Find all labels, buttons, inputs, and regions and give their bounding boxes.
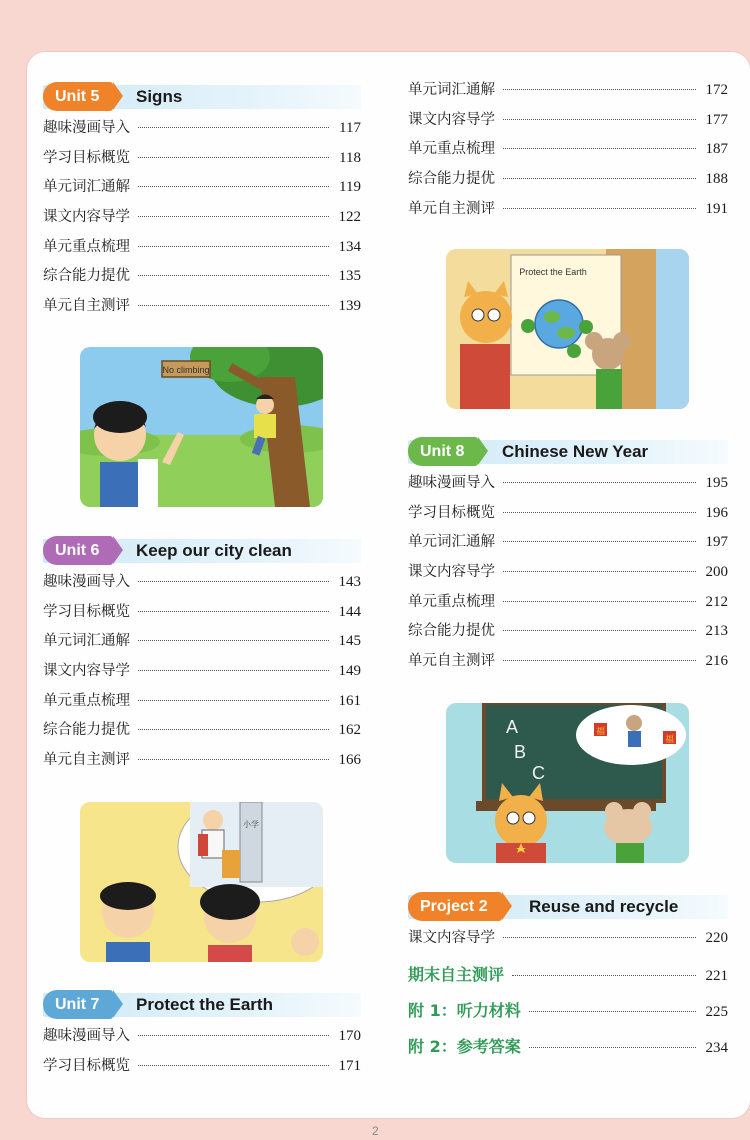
toc-entry-page: 191 bbox=[705, 200, 728, 217]
toc-entry-label: 趣味漫画导入 bbox=[408, 475, 495, 491]
unit5-header bbox=[43, 82, 361, 112]
toc-leader-dots bbox=[138, 640, 329, 641]
unit6-illustration bbox=[80, 802, 323, 962]
toc-entry-page: 187 bbox=[705, 141, 728, 158]
toc-entry[interactable] bbox=[408, 197, 728, 227]
toc-entry[interactable] bbox=[408, 926, 728, 956]
toc-entry-page: 234 bbox=[705, 1040, 728, 1056]
toc-column-left bbox=[43, 82, 361, 324]
toc-entry-page: 188 bbox=[705, 171, 728, 188]
toc-leader-dots bbox=[138, 581, 329, 582]
extras-section bbox=[408, 962, 728, 1070]
toc-entry[interactable] bbox=[43, 294, 361, 324]
toc-entry[interactable] bbox=[408, 560, 728, 590]
unit7-title: Protect the Earth bbox=[136, 995, 273, 1014]
toc-entry-page: 212 bbox=[705, 593, 728, 610]
unit6-toc-list bbox=[43, 570, 361, 778]
toc-entry[interactable] bbox=[43, 175, 361, 205]
toc-entry-page: 170 bbox=[338, 1028, 361, 1044]
toc-entry-page: 117 bbox=[339, 120, 361, 136]
unit8-header bbox=[408, 437, 728, 467]
toc-leader-dots bbox=[503, 541, 696, 542]
toc-column-right bbox=[408, 78, 728, 226]
unit8-illustration bbox=[446, 703, 689, 863]
unit5-illustration bbox=[80, 347, 323, 507]
toc-entry-page: 145 bbox=[338, 633, 361, 650]
chalk-letter-a: A bbox=[506, 717, 519, 737]
toc-entry[interactable] bbox=[408, 619, 728, 649]
toc-entry[interactable] bbox=[43, 235, 361, 265]
unit8-title: Chinese New Year bbox=[502, 442, 649, 461]
toc-entry-page: 135 bbox=[338, 268, 361, 285]
toc-leader-dots bbox=[138, 127, 329, 128]
toc-entry[interactable] bbox=[408, 471, 728, 501]
toc-entry[interactable] bbox=[43, 600, 361, 630]
toc-entry-page: 220 bbox=[705, 930, 728, 946]
toc-leader-dots bbox=[138, 246, 329, 247]
toc-leader-dots bbox=[503, 630, 696, 631]
toc-leader-dots bbox=[138, 157, 329, 158]
toc-entry-page: 216 bbox=[705, 653, 728, 670]
toc-entry-page: 161 bbox=[338, 692, 361, 709]
toc-leader-dots bbox=[503, 208, 696, 209]
poster-text: Protect the Earth bbox=[519, 267, 587, 277]
toc-entry[interactable] bbox=[408, 649, 728, 679]
toc-entry-page: 122 bbox=[338, 209, 361, 226]
toc-entry-label: 课文内容导学 bbox=[408, 930, 495, 946]
project2-header bbox=[408, 892, 728, 922]
toc-entry-label: 趣味漫画导入 bbox=[43, 120, 130, 136]
toc-entry[interactable] bbox=[408, 501, 728, 531]
toc-entry[interactable] bbox=[408, 590, 728, 620]
toc-entry-label: 期末自主测评 bbox=[408, 965, 505, 984]
unit8-section bbox=[408, 437, 728, 679]
toc-leader-dots bbox=[503, 937, 696, 938]
toc-entry[interactable] bbox=[43, 748, 361, 778]
toc-entry-label: 单元重点梳理 bbox=[43, 238, 130, 255]
toc-entry[interactable] bbox=[43, 205, 361, 235]
toc-entry[interactable] bbox=[408, 78, 728, 108]
unit7-toc-list-part1 bbox=[43, 1024, 361, 1083]
toc-entry-page: 225 bbox=[705, 1004, 728, 1020]
toc-entry-page: 134 bbox=[338, 238, 361, 255]
toc-entry-label: 综合能力提优 bbox=[43, 268, 130, 285]
toc-leader-dots bbox=[138, 729, 329, 730]
toc-entry-label: 单元词汇通解 bbox=[408, 82, 495, 98]
toc-entry[interactable] bbox=[43, 1054, 361, 1084]
toc-leader-dots bbox=[138, 1035, 329, 1036]
toc-leader-dots bbox=[138, 670, 329, 671]
toc-entry-page: 149 bbox=[338, 663, 361, 680]
project2-section bbox=[408, 892, 728, 956]
toc-leader-dots bbox=[503, 601, 696, 602]
project2-title: Reuse and recycle bbox=[529, 897, 679, 916]
toc-leader-dots bbox=[138, 759, 329, 760]
toc-entry-label: 综合能力提优 bbox=[408, 171, 495, 188]
toc-entry-page: 166 bbox=[338, 752, 361, 769]
unit5-toc-list bbox=[43, 116, 361, 324]
toc-entry-label: 课文内容导学 bbox=[408, 111, 495, 128]
toc-entry[interactable] bbox=[43, 659, 361, 689]
toc-entry-label: 单元重点梳理 bbox=[408, 141, 495, 158]
toc-entry-page: 197 bbox=[705, 534, 728, 551]
toc-entry-page: 119 bbox=[339, 179, 361, 196]
toc-entry-label: 课文内容导学 bbox=[408, 564, 495, 581]
page-number: 2 bbox=[372, 1124, 379, 1138]
toc-entry[interactable] bbox=[408, 998, 728, 1034]
toc-leader-dots bbox=[503, 482, 696, 483]
chalk-letter-c: C bbox=[532, 763, 545, 783]
unit5-title: Signs bbox=[136, 87, 183, 106]
toc-entry-page: 195 bbox=[705, 475, 728, 491]
toc-entry-page: 171 bbox=[338, 1057, 361, 1074]
toc-leader-dots bbox=[529, 1047, 696, 1048]
project2-toc-list bbox=[408, 926, 728, 956]
toc-entry[interactable] bbox=[408, 530, 728, 560]
toc-leader-dots bbox=[138, 611, 329, 612]
toc-entry[interactable] bbox=[43, 146, 361, 176]
toc-entry[interactable] bbox=[408, 1034, 728, 1070]
unit6-tag: Unit 6 bbox=[43, 536, 113, 565]
toc-entry-label: 单元自主测评 bbox=[408, 653, 495, 670]
toc-leader-dots bbox=[138, 305, 329, 306]
unit6-section bbox=[43, 536, 361, 778]
toc-entry-label: 学习目标概览 bbox=[43, 149, 130, 166]
toc-entry-label: 单元重点梳理 bbox=[43, 692, 130, 709]
toc-entry[interactable] bbox=[43, 1024, 361, 1054]
toc-entry-page: 118 bbox=[339, 149, 361, 166]
fu-char-1: 福 bbox=[595, 727, 606, 737]
toc-leader-dots bbox=[529, 1011, 696, 1012]
toc-leader-dots bbox=[138, 1065, 329, 1066]
toc-entry-label: 学习目标概览 bbox=[408, 504, 495, 521]
toc-entry[interactable] bbox=[43, 264, 361, 294]
toc-entry-label: 综合能力提优 bbox=[408, 623, 495, 640]
toc-entry-page: 213 bbox=[705, 623, 728, 640]
toc-entry-label: 课文内容导学 bbox=[43, 209, 130, 226]
toc-entry-label: 趣味漫画导入 bbox=[43, 574, 130, 590]
toc-entry-label: 课文内容导学 bbox=[43, 663, 130, 680]
toc-entry[interactable] bbox=[43, 116, 361, 146]
toc-entry[interactable] bbox=[408, 962, 728, 998]
toc-entry[interactable] bbox=[408, 108, 728, 138]
toc-entry[interactable] bbox=[408, 167, 728, 197]
toc-entry[interactable] bbox=[43, 570, 361, 600]
unit7-toc-list-part2 bbox=[408, 78, 728, 226]
unit7-illustration bbox=[446, 249, 689, 409]
unit7-section bbox=[43, 990, 361, 1083]
toc-leader-dots bbox=[503, 89, 696, 90]
toc-entry-label: 单元自主测评 bbox=[408, 200, 495, 217]
toc-entry-page: 144 bbox=[338, 603, 361, 620]
toc-entry-label: 趣味漫画导入 bbox=[43, 1028, 130, 1044]
toc-entry-label: 学习目标概览 bbox=[43, 603, 130, 620]
unit7-header bbox=[43, 990, 361, 1020]
toc-leader-dots bbox=[503, 660, 696, 661]
toc-leader-dots bbox=[503, 512, 696, 513]
toc-entry-page: 221 bbox=[705, 968, 728, 984]
toc-entry[interactable] bbox=[43, 629, 361, 659]
toc-entry-label: 附 2：参考答案 bbox=[408, 1037, 521, 1056]
unit5-section bbox=[43, 82, 361, 324]
toc-entry-label: 单元词汇通解 bbox=[43, 179, 130, 196]
extras-toc-list bbox=[408, 962, 728, 1070]
toc-entry[interactable] bbox=[43, 718, 361, 748]
toc-entry-label: 综合能力提优 bbox=[43, 722, 130, 739]
unit7-tag: Unit 7 bbox=[43, 990, 113, 1019]
toc-entry-label: 单元自主测评 bbox=[43, 298, 130, 315]
toc-entry[interactable] bbox=[408, 137, 728, 167]
toc-entry-page: 139 bbox=[338, 298, 361, 315]
school-sign: 小学 bbox=[243, 820, 259, 829]
toc-entry-page: 162 bbox=[338, 722, 361, 739]
toc-leader-dots bbox=[503, 571, 696, 572]
sign-text: No climbing bbox=[162, 365, 210, 375]
toc-entry-label: 单元自主测评 bbox=[43, 752, 130, 769]
unit6-header bbox=[43, 536, 361, 566]
unit8-toc-list bbox=[408, 471, 728, 679]
toc-entry-label: 单元重点梳理 bbox=[408, 593, 495, 610]
toc-entry[interactable] bbox=[43, 689, 361, 719]
toc-leader-dots bbox=[138, 216, 329, 217]
toc-entry-page: 172 bbox=[705, 82, 728, 98]
toc-entry-page: 200 bbox=[705, 564, 728, 581]
toc-leader-dots bbox=[503, 119, 696, 120]
toc-entry-page: 143 bbox=[338, 574, 361, 590]
toc-leader-dots bbox=[503, 148, 696, 149]
fu-char-2: 福 bbox=[664, 735, 675, 745]
unit8-tag: Unit 8 bbox=[408, 437, 478, 466]
toc-entry-page: 177 bbox=[705, 111, 728, 128]
toc-leader-dots bbox=[138, 186, 329, 187]
unit6-title: Keep our city clean bbox=[136, 541, 292, 560]
toc-entry-label: 单元词汇通解 bbox=[408, 534, 495, 551]
toc-entry-label: 附 1：听力材料 bbox=[408, 1001, 521, 1020]
chalk-letter-b: B bbox=[514, 742, 527, 762]
toc-entry-page: 196 bbox=[705, 504, 728, 521]
unit5-tag: Unit 5 bbox=[43, 82, 113, 111]
toc-leader-dots bbox=[503, 178, 696, 179]
project2-tag: Project 2 bbox=[408, 892, 502, 921]
toc-leader-dots bbox=[512, 975, 696, 976]
toc-leader-dots bbox=[138, 275, 329, 276]
toc-leader-dots bbox=[138, 700, 329, 701]
toc-entry-label: 学习目标概览 bbox=[43, 1057, 130, 1074]
toc-entry-label: 单元词汇通解 bbox=[43, 633, 130, 650]
